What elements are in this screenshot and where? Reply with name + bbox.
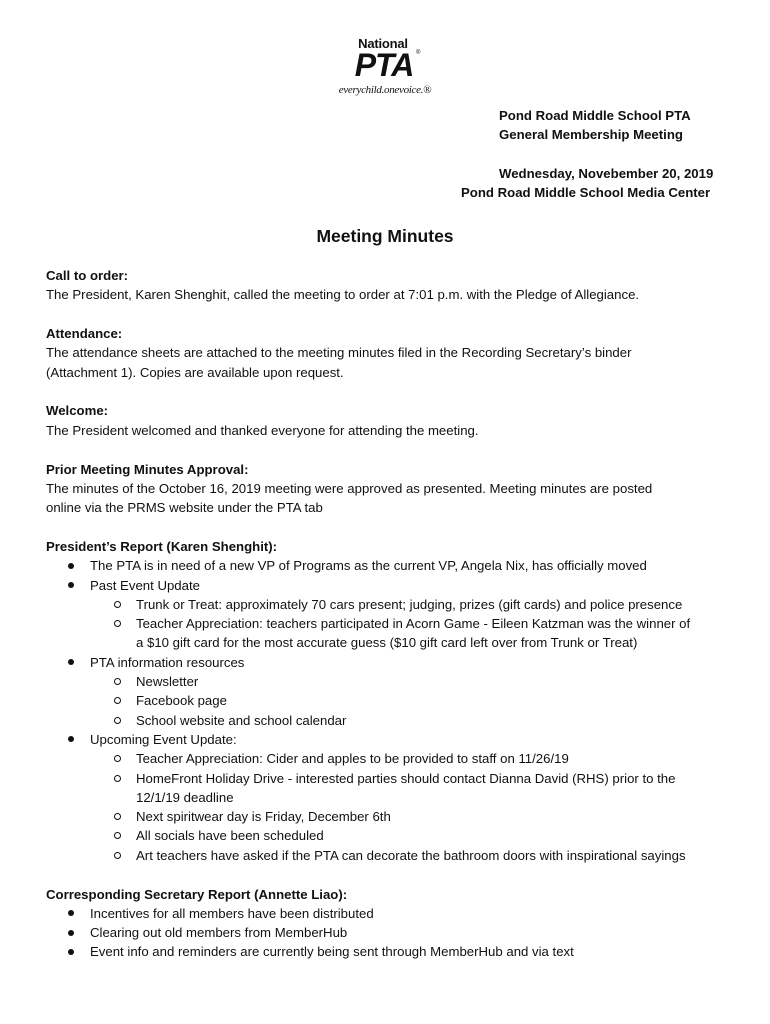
list-item <box>46 904 736 923</box>
minutes-body <box>46 266 736 981</box>
prior-minutes-text-line2: online via the PRMS website under the PTA tab <box>46 500 323 516</box>
sub-list-item <box>46 807 736 826</box>
sub-list-item-text-cont: 12/1/19 deadline <box>136 789 234 805</box>
attendance-text-line1: The attendance sheets are attached to the meeting minutes filed in the Recording Secretary’s binder <box>46 345 632 361</box>
list-item-text: Event info and reminders are currently being sent through MemberHub and via text <box>90 944 574 960</box>
attendance-heading: Attendance: <box>46 326 123 342</box>
attendance-text-line2: (Attachment 1). Copies are available upon request. <box>46 364 344 380</box>
sub-list-item-text: Trunk or Treat: approximately 70 cars present; judging, prizes (gift cards) and police presence <box>136 596 683 612</box>
sub-list-item-text: Next spiritwear day is Friday, December 6th <box>136 809 391 825</box>
bullet-icon <box>68 910 74 916</box>
circle-bullet-icon <box>114 620 121 627</box>
sub-list-item <box>46 711 736 730</box>
list-item <box>46 923 736 942</box>
sub-list-item-text: Teacher Appreciation: teachers participated in Acorn Game - Eileen Katzman was the winner of <box>136 616 691 632</box>
sub-list-item <box>46 749 736 768</box>
bullet-icon <box>68 563 74 569</box>
president-report-heading: President’s Report (Karen Shenghit): <box>46 538 278 554</box>
logo-pta-text: PTA <box>354 47 414 83</box>
sub-list-item-text: All socials have been scheduled <box>136 828 324 844</box>
bullet-icon <box>68 582 74 588</box>
circle-bullet-icon <box>114 832 121 839</box>
sub-list-item <box>46 826 736 845</box>
welcome-heading: Welcome: <box>46 403 109 419</box>
welcome-section <box>46 401 736 440</box>
list-item-text: Incentives for all members have been distributed <box>90 905 374 921</box>
circle-bullet-icon <box>114 813 121 820</box>
page-title: Meeting Minutes <box>316 226 454 246</box>
prior-minutes-text-line1: The minutes of the October 16, 2019 meeting were approved as presented. Meeting minutes are posted <box>46 480 653 496</box>
sub-list-item <box>46 672 736 691</box>
logo-registered-mark: ® <box>416 50 421 56</box>
circle-bullet-icon <box>114 755 121 762</box>
call-to-order-text: The President, Karen Shenghit, called the meeting to order at 7:01 p.m. with the Pledge of Allegiance. <box>46 287 640 303</box>
sub-list-item <box>46 614 736 653</box>
call-to-order-section <box>46 266 736 305</box>
sub-list-item-text: Newsletter <box>136 674 199 690</box>
list-item-text: Upcoming Event Update: <box>90 731 237 747</box>
corresponding-secretary-heading: Corresponding Secretary Report (Annette Liao): <box>46 886 348 902</box>
header-date: Wednesday, Novebember 20, 2019 <box>499 166 714 181</box>
bullet-icon <box>68 930 74 936</box>
prior-minutes-section <box>46 460 736 518</box>
list-item <box>46 942 736 961</box>
sub-list-item-text: HomeFront Holiday Drive - interested parties should contact Dianna David (RHS) prior to the <box>136 770 676 786</box>
bullet-icon <box>68 659 74 665</box>
list-item <box>46 556 736 575</box>
header-meeting: General Membership Meeting <box>499 127 683 142</box>
list-item <box>46 653 736 672</box>
list-item-text: Clearing out old members from MemberHub <box>90 925 348 941</box>
logo-national-text: National <box>358 36 408 51</box>
list-item-text: PTA information resources <box>90 654 245 670</box>
sub-list-item-text: Art teachers have asked if the PTA can decorate the bathroom doors with inspirational sayings <box>136 847 686 863</box>
list-item <box>46 576 736 595</box>
sub-list-item-text-cont: a $10 gift card for the most accurate guess ($10 gift card left over from Trunk or Treat) <box>136 635 638 651</box>
welcome-text: The President welcomed and thanked everyone for attending the meeting. <box>46 422 479 438</box>
call-to-order-heading: Call to order: <box>46 268 129 283</box>
list-item <box>46 730 736 749</box>
corresponding-secretary-section <box>46 885 736 962</box>
sub-list-item <box>46 769 736 808</box>
circle-bullet-icon <box>114 678 121 685</box>
circle-bullet-icon <box>114 601 121 608</box>
bullet-icon <box>68 736 74 742</box>
circle-bullet-icon <box>114 852 121 859</box>
circle-bullet-icon <box>114 717 121 724</box>
president-report-section <box>46 537 736 865</box>
sub-list-item-text: Facebook page <box>136 693 227 709</box>
header-location: Pond Road Middle School Media Center <box>461 185 711 200</box>
list-item-text: Past Event Update <box>90 577 200 593</box>
sub-list-item-text: School website and school calendar <box>136 712 347 728</box>
national-pta-logo <box>326 36 444 102</box>
logo-tagline: everychild.onevoice.® <box>338 84 432 96</box>
sub-list-item <box>46 846 736 865</box>
sub-list-item <box>46 691 736 710</box>
list-item-text: The PTA is in need of a new VP of Programs as the current VP, Angela Nix, has officially moved <box>90 558 647 574</box>
attendance-section <box>46 324 736 382</box>
sub-list-item <box>46 595 736 614</box>
header-org: Pond Road Middle School PTA <box>499 108 691 123</box>
circle-bullet-icon <box>114 697 121 704</box>
circle-bullet-icon <box>114 775 121 782</box>
sub-list-item-text: Teacher Appreciation: Cider and apples to be provided to staff on 11/26/19 <box>136 751 569 767</box>
bullet-icon <box>68 949 74 955</box>
prior-minutes-heading: Prior Meeting Minutes Approval: <box>46 461 249 477</box>
